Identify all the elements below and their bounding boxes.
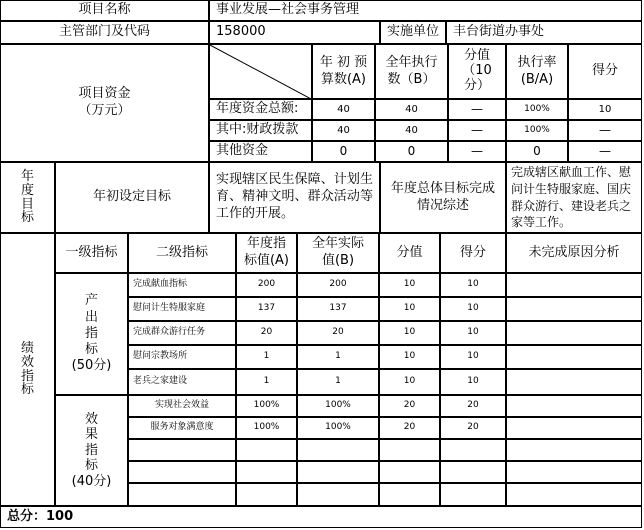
output-indicator-score: 10: [379, 273, 440, 297]
funds-label-line2: （万元）: [78, 103, 131, 118]
funds-label: [0, 44, 209, 162]
empty-cell: [128, 439, 236, 461]
output-indicator-name: 完成群众游行任务: [128, 321, 236, 345]
effect-indicator-name: 服务对象满意度: [128, 417, 236, 439]
output-indicator-actual: 137: [297, 297, 379, 321]
funds-row-points: 10: [568, 99, 642, 120]
impl-unit-value: 丰台街道办事处: [446, 21, 642, 44]
effect-indicator-actual: 100%: [297, 395, 379, 417]
output-indicator-reason: [506, 321, 642, 345]
output-indicator-name: 完成献血指标: [128, 273, 236, 297]
output-indicator-name: 老兵之家建设: [128, 369, 236, 395]
header-level1: 一级指标: [55, 233, 128, 273]
output-indicator-actual: 20: [297, 321, 379, 345]
effect-indicator-score: 20: [379, 417, 440, 439]
col-score: 分值 （10 分）: [448, 44, 506, 99]
funds-row-score: —: [448, 99, 506, 120]
effect-indicator-reason: [506, 395, 642, 417]
summary-text: 完成辖区献血工作、慰问计生特服家庭、国庆群众游行、建设老兵之家等工作。: [506, 162, 642, 233]
total-score: 总分：100: [0, 506, 642, 528]
empty-cell: [297, 461, 379, 483]
header-points: 得分: [440, 233, 506, 273]
empty-cell: [506, 439, 642, 461]
effect-indicator-actual: 100%: [297, 417, 379, 439]
col-actual-exec: 全年执行 数（B）: [375, 44, 448, 99]
output-indicator-points: 10: [440, 297, 506, 321]
effect-indicator-points: 20: [440, 395, 506, 417]
performance-side-label: 绩 效 指 标: [0, 233, 55, 506]
effect-indicator-name: 实现社会效益: [128, 395, 236, 417]
diagonal-header-cell: [209, 44, 312, 99]
effect-indicator-score: 20: [379, 395, 440, 417]
empty-cell: [506, 461, 642, 483]
empty-cell: [128, 483, 236, 506]
empty-cell: [128, 461, 236, 483]
header-target: 年度指 标值(A): [236, 233, 297, 273]
output-indicator-name: 慰问计生特服家庭: [128, 297, 236, 321]
output-indicator-actual: 1: [297, 345, 379, 369]
funds-row-score: —: [448, 141, 506, 162]
output-indicator-target: 20: [236, 321, 297, 345]
dept-label: 主管部门及代码: [0, 21, 209, 44]
effect-indicator-points: 20: [440, 417, 506, 439]
funds-label-line1: 项目资金: [78, 86, 131, 102]
funds-row-points: —: [568, 120, 642, 141]
output-indicator-points: 10: [440, 345, 506, 369]
empty-cell: [236, 439, 297, 461]
funds-row-a: 40: [312, 99, 375, 120]
output-indicator-target: 1: [236, 345, 297, 369]
effect-indicator-group: 效 果 指 标 (40分): [55, 395, 128, 506]
effect-indicator-target: 100%: [236, 395, 297, 417]
output-indicator-score: 10: [379, 369, 440, 395]
diagonal-line: [210, 45, 312, 99]
empty-cell: [440, 439, 506, 461]
col-exec-rate: 执行率 (B/A): [506, 44, 568, 99]
output-indicator-points: 10: [440, 273, 506, 297]
empty-cell: [379, 483, 440, 506]
funds-row-score: —: [448, 120, 506, 141]
output-indicator-name: 慰问宗教场所: [128, 345, 236, 369]
col-points: 得分: [568, 44, 642, 99]
output-indicator-actual: 1: [297, 369, 379, 395]
header-actual: 全年实际 值(B): [297, 233, 379, 273]
empty-cell: [379, 461, 440, 483]
output-indicator-target: 200: [236, 273, 297, 297]
output-indicator-score: 10: [379, 297, 440, 321]
funds-row-rate: 100%: [506, 99, 568, 120]
funds-row-rate: 100%: [506, 120, 568, 141]
output-indicator-reason: [506, 297, 642, 321]
funds-row-label: 其他资金: [209, 141, 312, 162]
output-indicator-reason: [506, 345, 642, 369]
header-reason: 未完成原因分析: [506, 233, 642, 273]
output-indicator-reason: [506, 273, 642, 297]
summary-label: 年度总体目标完成情况综述: [380, 162, 506, 233]
funds-row-a: 40: [312, 120, 375, 141]
header-level2: 二级指标: [128, 233, 236, 273]
empty-cell: [440, 461, 506, 483]
output-indicator-actual: 200: [297, 273, 379, 297]
empty-cell: [379, 439, 440, 461]
funds-row-points: —: [568, 141, 642, 162]
project-name-label: 项目名称: [0, 0, 209, 21]
empty-cell: [297, 439, 379, 461]
funds-row-label: 其中:财政拨款: [209, 120, 312, 141]
empty-cell: [236, 483, 297, 506]
initial-goal-text: 实现辖区民生保障、计划生育、精神文明、群众活动等工作的开展。: [209, 162, 380, 233]
output-indicator-target: 137: [236, 297, 297, 321]
effect-indicator-reason: [506, 417, 642, 439]
funds-row-b: 40: [375, 99, 448, 120]
col-initial-budget: 年 初 预 算数(A): [312, 44, 375, 99]
output-indicator-group: 产 出 指 标 (50分): [55, 273, 128, 395]
header-score: 分值: [379, 233, 440, 273]
funds-row-label: 年度资金总额:: [209, 99, 312, 120]
output-indicator-points: 10: [440, 321, 506, 345]
output-indicator-score: 10: [379, 321, 440, 345]
effect-indicator-target: 100%: [236, 417, 297, 439]
funds-row-a: 0: [312, 141, 375, 162]
annual-goal-side-label: 年 度 目 标: [0, 162, 55, 233]
output-indicator-points: 10: [440, 369, 506, 395]
empty-cell: [506, 483, 642, 506]
dept-code: 158000: [209, 21, 380, 44]
impl-unit-label: 实施单位: [380, 21, 446, 44]
funds-row-rate: 0: [506, 141, 568, 162]
empty-cell: [440, 483, 506, 506]
empty-cell: [297, 483, 379, 506]
funds-row-b: 40: [375, 120, 448, 141]
output-indicator-score: 10: [379, 345, 440, 369]
project-name-value: 事业发展—社会事务管理: [209, 0, 642, 21]
initial-goal-label: 年初设定目标: [55, 162, 209, 233]
output-indicator-reason: [506, 369, 642, 395]
output-indicator-target: 1: [236, 369, 297, 395]
empty-cell: [236, 461, 297, 483]
funds-row-b: 0: [375, 141, 448, 162]
